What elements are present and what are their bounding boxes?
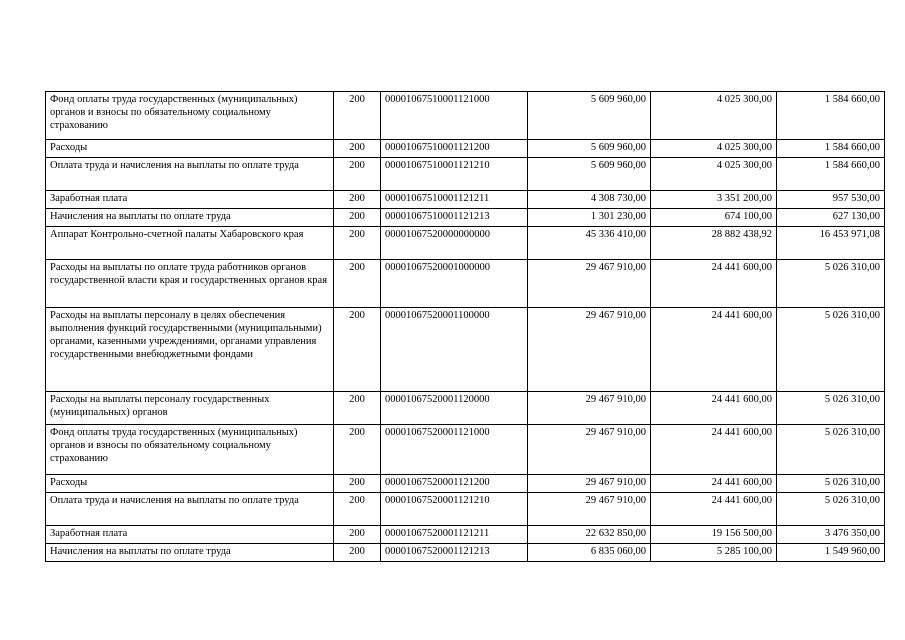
row-unexecuted-amount: 5 026 310,00 bbox=[777, 260, 885, 308]
row-approved-amount: 1 301 230,00 bbox=[528, 209, 651, 227]
row-budget-class-code: 00001067520001120000 bbox=[381, 392, 528, 425]
row-name: Расходы на выплаты персоналу в целях обеспечения выполнения функций государственными (муниципальными) органами, казенными учреждениями, органами управления государственными внебюджетными фондами bbox=[46, 308, 334, 392]
row-budget-class-code: 00001067520001100000 bbox=[381, 308, 528, 392]
table-row bbox=[46, 544, 885, 562]
row-approved-amount: 29 467 910,00 bbox=[528, 425, 651, 475]
row-approved-amount: 5 609 960,00 bbox=[528, 158, 651, 191]
row-executed-amount: 5 285 100,00 bbox=[651, 544, 777, 562]
row-unexecuted-amount: 5 026 310,00 bbox=[777, 425, 885, 475]
row-approved-amount: 45 336 410,00 bbox=[528, 227, 651, 260]
table-row bbox=[46, 308, 885, 392]
row-line-code: 200 bbox=[334, 475, 381, 493]
table-row bbox=[46, 209, 885, 227]
table-row bbox=[46, 158, 885, 191]
row-approved-amount: 29 467 910,00 bbox=[528, 260, 651, 308]
row-line-code: 200 bbox=[334, 191, 381, 209]
row-executed-amount: 4 025 300,00 bbox=[651, 140, 777, 158]
row-budget-class-code: 00001067520001121213 bbox=[381, 544, 528, 562]
row-name: Начисления на выплаты по оплате труда bbox=[46, 544, 334, 562]
row-name: Расходы на выплаты по оплате труда работников органов государственной власти края и государственных органов края bbox=[46, 260, 334, 308]
row-budget-class-code: 00001067510001121211 bbox=[381, 191, 528, 209]
row-name: Заработная плата bbox=[46, 191, 334, 209]
row-name: Расходы на выплаты персоналу государственных (муниципальных) органов bbox=[46, 392, 334, 425]
row-name: Аппарат Контрольно-счетной палаты Хабаровского края bbox=[46, 227, 334, 260]
table-row bbox=[46, 425, 885, 475]
row-unexecuted-amount: 1 584 660,00 bbox=[777, 92, 885, 140]
row-executed-amount: 4 025 300,00 bbox=[651, 92, 777, 140]
row-executed-amount: 28 882 438,92 bbox=[651, 227, 777, 260]
row-line-code: 200 bbox=[334, 209, 381, 227]
row-budget-class-code: 00001067520001121210 bbox=[381, 493, 528, 526]
row-unexecuted-amount: 5 026 310,00 bbox=[777, 475, 885, 493]
row-approved-amount: 5 609 960,00 bbox=[528, 140, 651, 158]
row-name: Расходы bbox=[46, 475, 334, 493]
row-line-code: 200 bbox=[334, 392, 381, 425]
row-executed-amount: 24 441 600,00 bbox=[651, 425, 777, 475]
row-name: Оплата труда и начисления на выплаты по оплате труда bbox=[46, 493, 334, 526]
table-row bbox=[46, 260, 885, 308]
budget-execution-table bbox=[45, 91, 885, 562]
row-approved-amount: 4 308 730,00 bbox=[528, 191, 651, 209]
row-line-code: 200 bbox=[334, 158, 381, 191]
row-approved-amount: 29 467 910,00 bbox=[528, 392, 651, 425]
table-row bbox=[46, 140, 885, 158]
table-row bbox=[46, 191, 885, 209]
row-name: Расходы bbox=[46, 140, 334, 158]
row-line-code: 200 bbox=[334, 92, 381, 140]
row-executed-amount: 24 441 600,00 bbox=[651, 260, 777, 308]
table-row bbox=[46, 92, 885, 140]
row-approved-amount: 5 609 960,00 bbox=[528, 92, 651, 140]
row-budget-class-code: 00001067520001000000 bbox=[381, 260, 528, 308]
row-name: Фонд оплаты труда государственных (муниципальных) органов и взносы по обязательному социальному страхованию bbox=[46, 425, 334, 475]
row-line-code: 200 bbox=[334, 425, 381, 475]
row-budget-class-code: 00001067510001121200 bbox=[381, 140, 528, 158]
row-budget-class-code: 00001067520001121200 bbox=[381, 475, 528, 493]
row-line-code: 200 bbox=[334, 308, 381, 392]
row-executed-amount: 19 156 500,00 bbox=[651, 526, 777, 544]
row-line-code: 200 bbox=[334, 493, 381, 526]
row-line-code: 200 bbox=[334, 260, 381, 308]
row-name: Заработная плата bbox=[46, 526, 334, 544]
row-unexecuted-amount: 5 026 310,00 bbox=[777, 392, 885, 425]
row-name: Оплата труда и начисления на выплаты по оплате труда bbox=[46, 158, 334, 191]
row-unexecuted-amount: 627 130,00 bbox=[777, 209, 885, 227]
row-unexecuted-amount: 5 026 310,00 bbox=[777, 493, 885, 526]
row-budget-class-code: 00001067520001121211 bbox=[381, 526, 528, 544]
row-line-code: 200 bbox=[334, 140, 381, 158]
row-approved-amount: 29 467 910,00 bbox=[528, 493, 651, 526]
row-unexecuted-amount: 1 549 960,00 bbox=[777, 544, 885, 562]
row-budget-class-code: 00001067510001121000 bbox=[381, 92, 528, 140]
row-budget-class-code: 00001067510001121213 bbox=[381, 209, 528, 227]
row-unexecuted-amount: 1 584 660,00 bbox=[777, 140, 885, 158]
row-executed-amount: 24 441 600,00 bbox=[651, 493, 777, 526]
table-row bbox=[46, 475, 885, 493]
row-unexecuted-amount: 16 453 971,08 bbox=[777, 227, 885, 260]
table-row bbox=[46, 392, 885, 425]
row-unexecuted-amount: 5 026 310,00 bbox=[777, 308, 885, 392]
row-budget-class-code: 00001067510001121210 bbox=[381, 158, 528, 191]
table-row bbox=[46, 227, 885, 260]
row-executed-amount: 24 441 600,00 bbox=[651, 392, 777, 425]
row-approved-amount: 6 835 060,00 bbox=[528, 544, 651, 562]
row-executed-amount: 24 441 600,00 bbox=[651, 475, 777, 493]
row-line-code: 200 bbox=[334, 227, 381, 260]
row-unexecuted-amount: 1 584 660,00 bbox=[777, 158, 885, 191]
row-executed-amount: 4 025 300,00 bbox=[651, 158, 777, 191]
row-line-code: 200 bbox=[334, 544, 381, 562]
row-budget-class-code: 00001067520000000000 bbox=[381, 227, 528, 260]
row-budget-class-code: 00001067520001121000 bbox=[381, 425, 528, 475]
table-row bbox=[46, 526, 885, 544]
row-name: Начисления на выплаты по оплате труда bbox=[46, 209, 334, 227]
row-approved-amount: 22 632 850,00 bbox=[528, 526, 651, 544]
row-executed-amount: 674 100,00 bbox=[651, 209, 777, 227]
row-approved-amount: 29 467 910,00 bbox=[528, 475, 651, 493]
row-unexecuted-amount: 3 476 350,00 bbox=[777, 526, 885, 544]
row-approved-amount: 29 467 910,00 bbox=[528, 308, 651, 392]
row-name: Фонд оплаты труда государственных (муниципальных) органов и взносы по обязательному социальному страхованию bbox=[46, 92, 334, 140]
row-executed-amount: 24 441 600,00 bbox=[651, 308, 777, 392]
table-row bbox=[46, 493, 885, 526]
row-executed-amount: 3 351 200,00 bbox=[651, 191, 777, 209]
row-unexecuted-amount: 957 530,00 bbox=[777, 191, 885, 209]
row-line-code: 200 bbox=[334, 526, 381, 544]
